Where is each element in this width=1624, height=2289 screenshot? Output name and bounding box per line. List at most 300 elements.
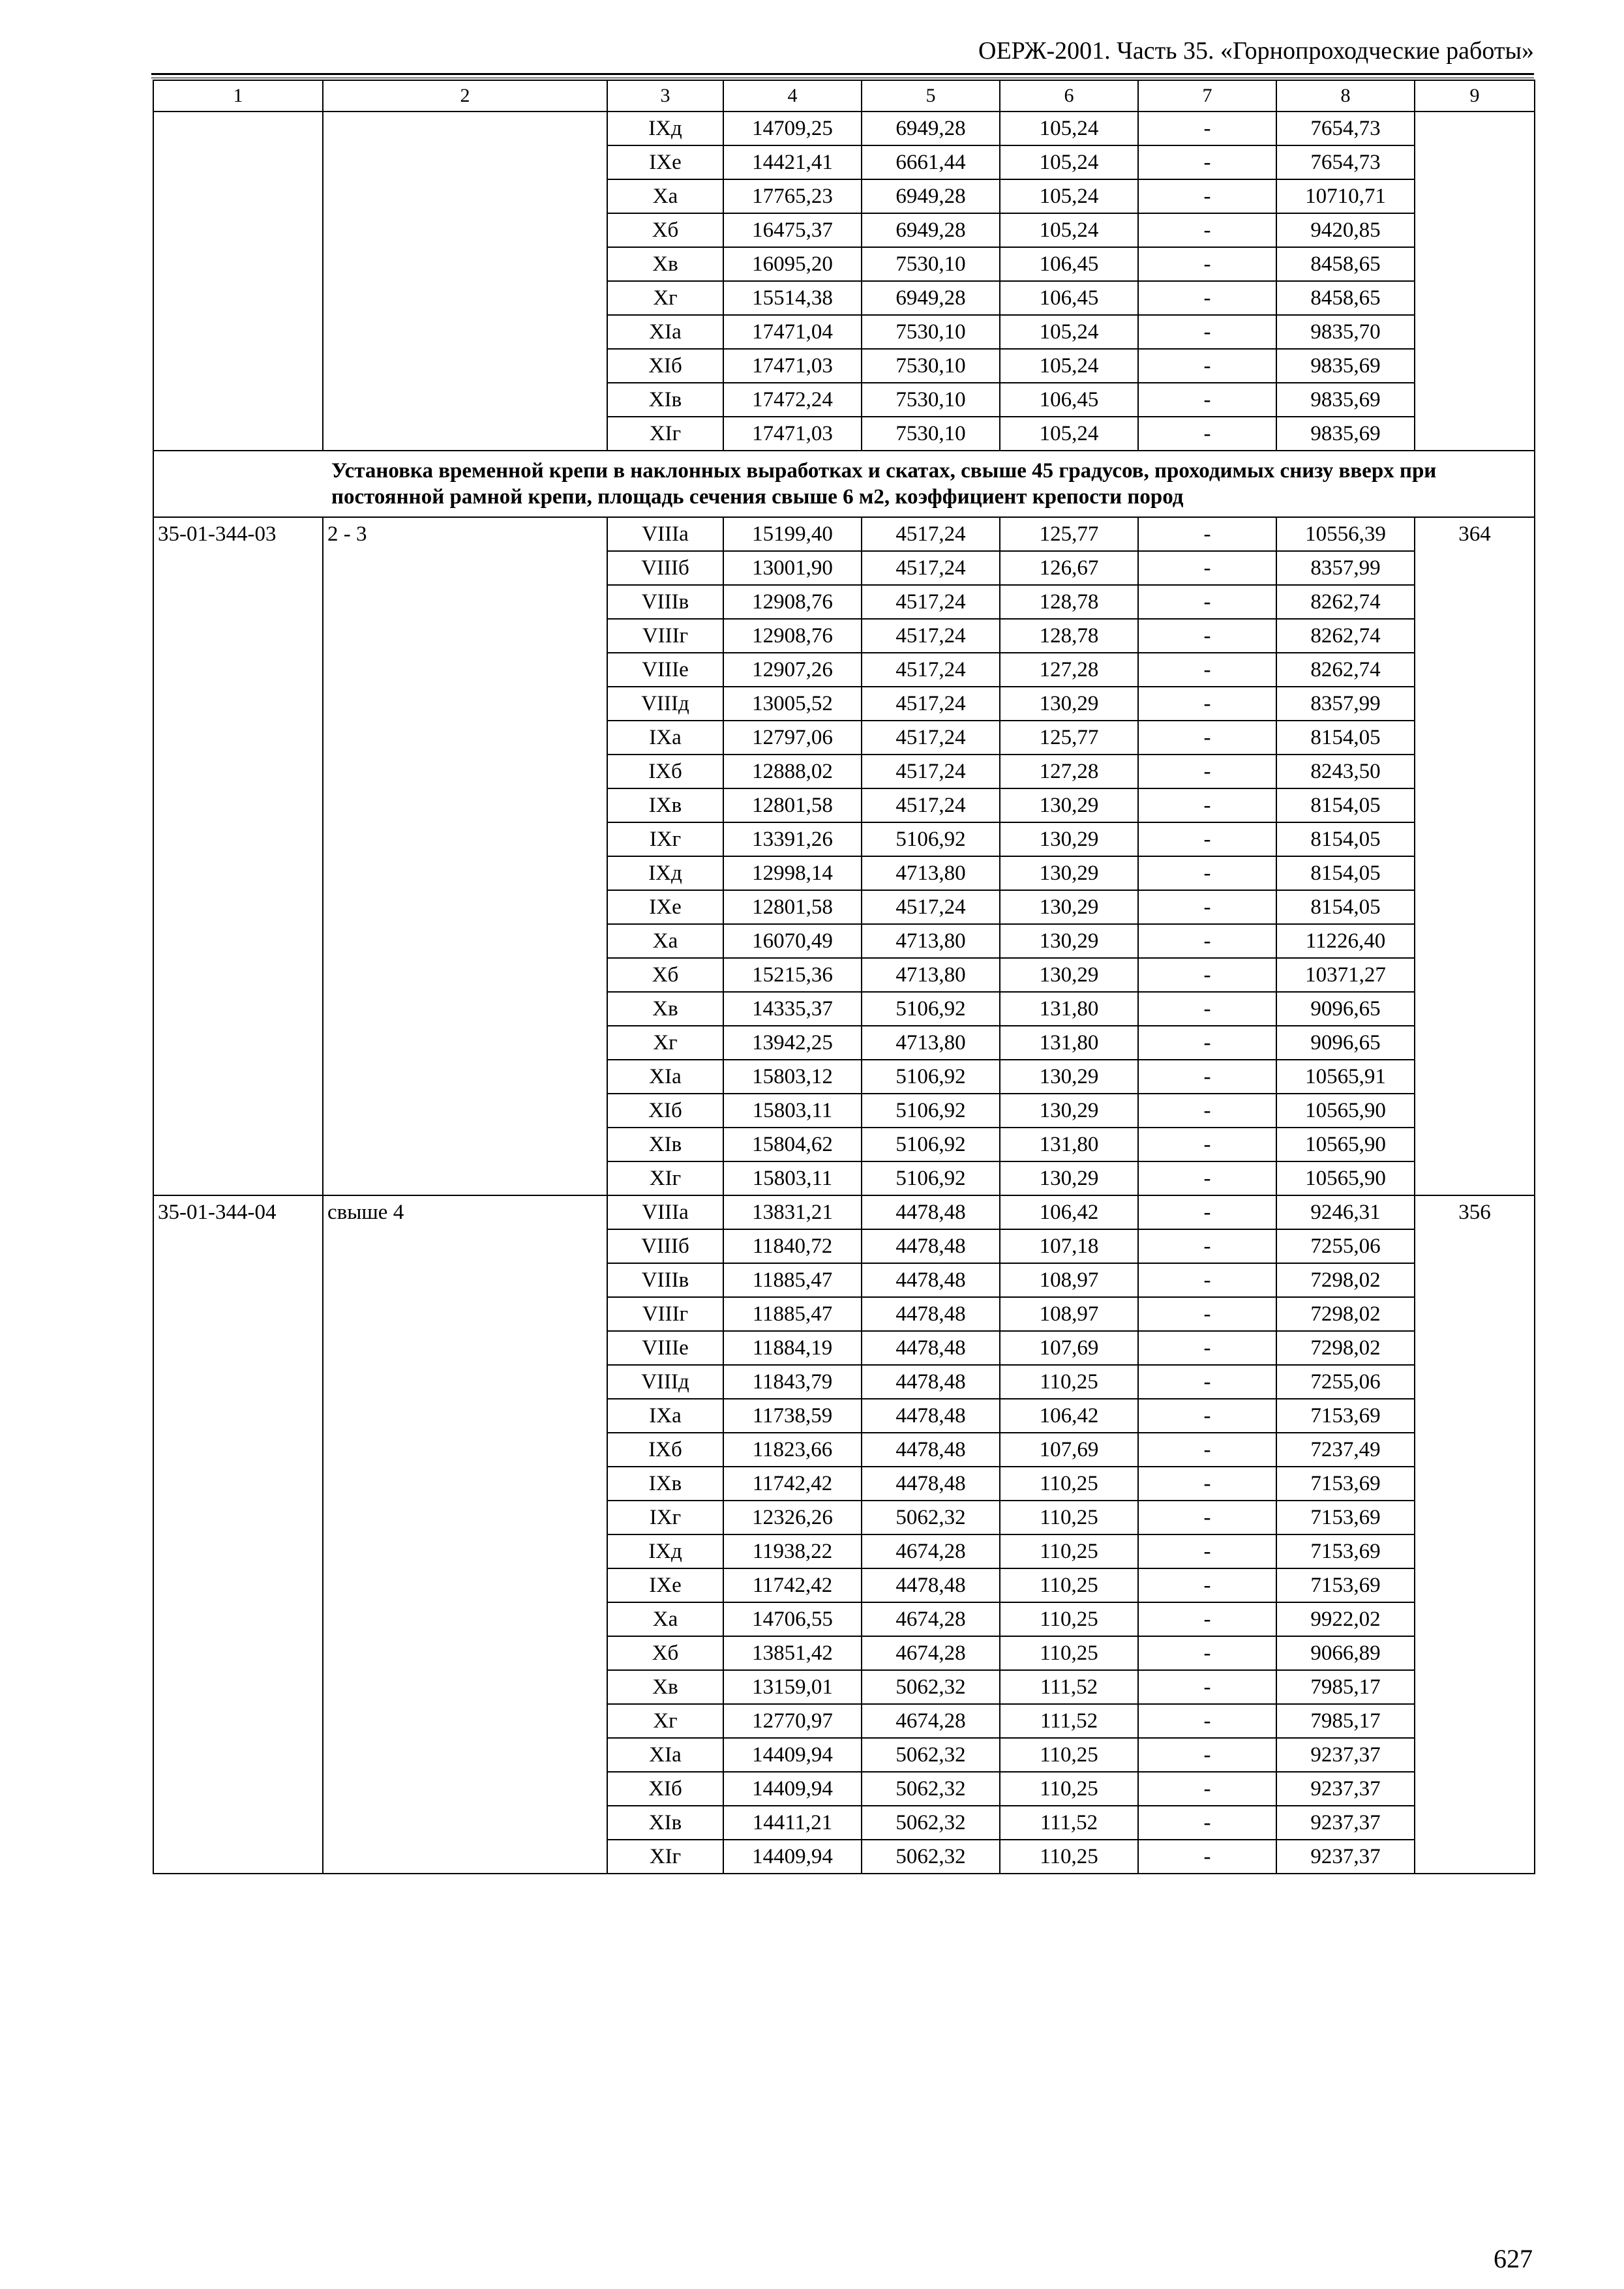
rate-class-cell: VIIIв: [607, 1263, 723, 1297]
col9-cell: [1415, 721, 1535, 755]
table-row: [153, 1365, 1535, 1399]
col9-cell: [1415, 755, 1535, 788]
rate-class-cell: VIIIд: [607, 1365, 723, 1399]
machine-cost-cell: 125,77: [1000, 517, 1138, 551]
rate-class-cell: IXв: [607, 788, 723, 822]
code-cell: [153, 1128, 323, 1161]
direct-cost-cell: 15803,12: [723, 1060, 862, 1094]
materials-cost-cell: 8458,65: [1276, 247, 1415, 281]
col9-cell: [1415, 1128, 1535, 1161]
rate-class-cell: XIа: [607, 1738, 723, 1772]
condition-cell: [323, 1602, 607, 1636]
condition-cell: [323, 1467, 607, 1501]
col9-cell: [1415, 383, 1535, 417]
machine-cost-cell: 130,29: [1000, 1161, 1138, 1195]
col9-cell: [1415, 1636, 1535, 1670]
table-row: [153, 1670, 1535, 1704]
rate-class-cell: XIб: [607, 349, 723, 383]
driver-labor-cell: -: [1138, 1704, 1276, 1738]
driver-labor-cell: -: [1138, 1840, 1276, 1874]
rate-class-cell: Xб: [607, 1636, 723, 1670]
table-row: [153, 1602, 1535, 1636]
labor-cost-cell: 4674,28: [862, 1704, 1000, 1738]
code-cell: [153, 1365, 323, 1399]
materials-cost-cell: 9096,65: [1276, 1026, 1415, 1060]
machine-cost-cell: 131,80: [1000, 992, 1138, 1026]
machine-cost-cell: 108,97: [1000, 1263, 1138, 1297]
table-row: [153, 417, 1535, 451]
rate-class-cell: IXа: [607, 1399, 723, 1433]
table-row: [153, 1195, 1535, 1229]
labor-cost-cell: 4713,80: [862, 856, 1000, 890]
table-row: [153, 924, 1535, 958]
direct-cost-cell: 16475,37: [723, 213, 862, 247]
condition-cell: [323, 721, 607, 755]
condition-cell: 2 - 3: [323, 517, 607, 551]
col9-cell: 356: [1415, 1195, 1535, 1229]
machine-cost-cell: 106,42: [1000, 1399, 1138, 1433]
col9-cell: [1415, 856, 1535, 890]
condition-cell: [323, 924, 607, 958]
materials-cost-cell: 8154,05: [1276, 822, 1415, 856]
driver-labor-cell: -: [1138, 755, 1276, 788]
driver-labor-cell: -: [1138, 1060, 1276, 1094]
rate-class-cell: IXд: [607, 856, 723, 890]
driver-labor-cell: -: [1138, 992, 1276, 1026]
materials-cost-cell: 9096,65: [1276, 992, 1415, 1026]
materials-cost-cell: 8262,74: [1276, 619, 1415, 653]
col9-cell: [1415, 687, 1535, 721]
col9-cell: 364: [1415, 517, 1535, 551]
condition-cell: [323, 619, 607, 653]
rate-class-cell: XIв: [607, 383, 723, 417]
col9-cell: [1415, 1534, 1535, 1568]
table-row: [153, 551, 1535, 585]
driver-labor-cell: -: [1138, 924, 1276, 958]
table-row: [153, 721, 1535, 755]
col9-cell: [1415, 417, 1535, 451]
code-cell: [153, 585, 323, 619]
machine-cost-cell: 111,52: [1000, 1806, 1138, 1840]
direct-cost-cell: 13391,26: [723, 822, 862, 856]
direct-cost-cell: 12797,06: [723, 721, 862, 755]
materials-cost-cell: 9835,69: [1276, 383, 1415, 417]
direct-cost-cell: 14335,37: [723, 992, 862, 1026]
condition-cell: [323, 1670, 607, 1704]
direct-cost-cell: 12801,58: [723, 788, 862, 822]
code-cell: [153, 755, 323, 788]
table-row: [153, 755, 1535, 788]
rate-class-cell: VIIIб: [607, 1229, 723, 1263]
condition-cell: [323, 1501, 607, 1534]
materials-cost-cell: 10565,90: [1276, 1128, 1415, 1161]
section-title-row: [153, 451, 1535, 517]
table-row: [153, 1263, 1535, 1297]
col9-cell: [1415, 1568, 1535, 1602]
table-row: [153, 179, 1535, 213]
rate-class-cell: VIIIе: [607, 653, 723, 687]
condition-cell: [323, 1128, 607, 1161]
col9-cell: [1415, 1433, 1535, 1467]
driver-labor-cell: -: [1138, 281, 1276, 315]
code-cell: [153, 1399, 323, 1433]
condition-cell: [323, 1161, 607, 1195]
driver-labor-cell: -: [1138, 721, 1276, 755]
rate-class-cell: XIв: [607, 1806, 723, 1840]
code-cell: [153, 1636, 323, 1670]
machine-cost-cell: 127,28: [1000, 755, 1138, 788]
rate-class-cell: Xв: [607, 1670, 723, 1704]
condition-cell: [323, 213, 607, 247]
materials-cost-cell: 8154,05: [1276, 890, 1415, 924]
condition-cell: [323, 992, 607, 1026]
col9-cell: [1415, 1399, 1535, 1433]
materials-cost-cell: 8458,65: [1276, 281, 1415, 315]
col9-cell: [1415, 992, 1535, 1026]
labor-cost-cell: 4517,24: [862, 653, 1000, 687]
table-row: [153, 517, 1535, 551]
machine-cost-cell: 110,25: [1000, 1501, 1138, 1534]
table-row: [153, 1399, 1535, 1433]
labor-cost-cell: 4478,48: [862, 1467, 1000, 1501]
condition-cell: [323, 551, 607, 585]
machine-cost-cell: 110,25: [1000, 1568, 1138, 1602]
labor-cost-cell: 4517,24: [862, 755, 1000, 788]
labor-cost-cell: 6661,44: [862, 145, 1000, 179]
driver-labor-cell: -: [1138, 958, 1276, 992]
labor-cost-cell: 5062,32: [862, 1772, 1000, 1806]
labor-cost-cell: 4478,48: [862, 1229, 1000, 1263]
condition-cell: [323, 788, 607, 822]
code-cell: [153, 721, 323, 755]
machine-cost-cell: 130,29: [1000, 788, 1138, 822]
materials-cost-cell: 10565,91: [1276, 1060, 1415, 1094]
rate-class-cell: IXд: [607, 1534, 723, 1568]
rates-table: [153, 80, 1535, 1874]
rate-class-cell: VIIIб: [607, 551, 723, 585]
materials-cost-cell: 9237,37: [1276, 1840, 1415, 1874]
machine-cost-cell: 130,29: [1000, 924, 1138, 958]
code-cell: [153, 281, 323, 315]
materials-cost-cell: 7255,06: [1276, 1229, 1415, 1263]
col9-cell: [1415, 1060, 1535, 1094]
direct-cost-cell: 15803,11: [723, 1161, 862, 1195]
driver-labor-cell: -: [1138, 517, 1276, 551]
table-row: [153, 788, 1535, 822]
materials-cost-cell: 8262,74: [1276, 653, 1415, 687]
labor-cost-cell: 4674,28: [862, 1534, 1000, 1568]
materials-cost-cell: 7654,73: [1276, 112, 1415, 145]
code-cell: [153, 1297, 323, 1331]
machine-cost-cell: 125,77: [1000, 721, 1138, 755]
labor-cost-cell: 4517,24: [862, 517, 1000, 551]
header-rule-thick: [151, 73, 1534, 75]
condition-cell: [323, 585, 607, 619]
labor-cost-cell: 5062,32: [862, 1738, 1000, 1772]
labor-cost-cell: 4517,24: [862, 721, 1000, 755]
table-row: [153, 1568, 1535, 1602]
direct-cost-cell: 11885,47: [723, 1297, 862, 1331]
col9-cell: [1415, 1670, 1535, 1704]
table-row: [153, 1501, 1535, 1534]
machine-cost-cell: 105,24: [1000, 213, 1138, 247]
machine-cost-cell: 105,24: [1000, 315, 1138, 349]
materials-cost-cell: 10556,39: [1276, 517, 1415, 551]
direct-cost-cell: 11738,59: [723, 1399, 862, 1433]
driver-labor-cell: -: [1138, 1772, 1276, 1806]
labor-cost-cell: 4674,28: [862, 1636, 1000, 1670]
materials-cost-cell: 8154,05: [1276, 856, 1415, 890]
table-row: [153, 585, 1535, 619]
labor-cost-cell: 5106,92: [862, 1094, 1000, 1128]
labor-cost-cell: 6949,28: [862, 112, 1000, 145]
direct-cost-cell: 14409,94: [723, 1840, 862, 1874]
materials-cost-cell: 7298,02: [1276, 1331, 1415, 1365]
rate-class-cell: XIг: [607, 1840, 723, 1874]
rate-class-cell: IXг: [607, 1501, 723, 1534]
driver-labor-cell: -: [1138, 247, 1276, 281]
code-cell: [153, 1331, 323, 1365]
materials-cost-cell: 7255,06: [1276, 1365, 1415, 1399]
labor-cost-cell: 5106,92: [862, 1128, 1000, 1161]
table-row: [153, 1433, 1535, 1467]
col9-cell: [1415, 349, 1535, 383]
code-cell: [153, 856, 323, 890]
col9-cell: [1415, 213, 1535, 247]
condition-cell: [323, 755, 607, 788]
direct-cost-cell: 17471,04: [723, 315, 862, 349]
rate-class-cell: Xг: [607, 1704, 723, 1738]
col9-cell: [1415, 1772, 1535, 1806]
rate-class-cell: VIIIа: [607, 1195, 723, 1229]
column-number-row: [153, 80, 1535, 112]
table-row: [153, 1467, 1535, 1501]
materials-cost-cell: 10371,27: [1276, 958, 1415, 992]
labor-cost-cell: 5106,92: [862, 1060, 1000, 1094]
condition-cell: [323, 383, 607, 417]
table-row: [153, 281, 1535, 315]
driver-labor-cell: -: [1138, 687, 1276, 721]
machine-cost-cell: 130,29: [1000, 1060, 1138, 1094]
rate-class-cell: Xб: [607, 213, 723, 247]
machine-cost-cell: 106,45: [1000, 247, 1138, 281]
driver-labor-cell: -: [1138, 619, 1276, 653]
condition-cell: [323, 145, 607, 179]
col9-cell: [1415, 619, 1535, 653]
col9-cell: [1415, 924, 1535, 958]
condition-cell: [323, 653, 607, 687]
condition-cell: [323, 958, 607, 992]
col-number-5: 5: [862, 80, 1000, 112]
labor-cost-cell: 4674,28: [862, 1602, 1000, 1636]
code-cell: [153, 1534, 323, 1568]
condition-cell: [323, 349, 607, 383]
col9-cell: [1415, 1467, 1535, 1501]
direct-cost-cell: 11938,22: [723, 1534, 862, 1568]
condition-cell: [323, 1263, 607, 1297]
table-row: [153, 1534, 1535, 1568]
machine-cost-cell: 110,25: [1000, 1738, 1138, 1772]
materials-cost-cell: 7237,49: [1276, 1433, 1415, 1467]
driver-labor-cell: -: [1138, 1297, 1276, 1331]
machine-cost-cell: 111,52: [1000, 1704, 1138, 1738]
table-row: [153, 890, 1535, 924]
rate-class-cell: XIв: [607, 1128, 723, 1161]
rate-class-cell: IXб: [607, 755, 723, 788]
materials-cost-cell: 11226,40: [1276, 924, 1415, 958]
col9-cell: [1415, 1738, 1535, 1772]
direct-cost-cell: 17471,03: [723, 417, 862, 451]
code-cell: [153, 1704, 323, 1738]
table-row: [153, 1229, 1535, 1263]
materials-cost-cell: 7985,17: [1276, 1704, 1415, 1738]
materials-cost-cell: 9237,37: [1276, 1806, 1415, 1840]
machine-cost-cell: 110,25: [1000, 1636, 1138, 1670]
col9-cell: [1415, 1704, 1535, 1738]
materials-cost-cell: 8154,05: [1276, 788, 1415, 822]
labor-cost-cell: 4478,48: [862, 1399, 1000, 1433]
condition-cell: [323, 1094, 607, 1128]
rate-class-cell: Xа: [607, 179, 723, 213]
code-cell: [153, 1026, 323, 1060]
code-cell: [153, 1568, 323, 1602]
col-number-7: 7: [1138, 80, 1276, 112]
direct-cost-cell: 13851,42: [723, 1636, 862, 1670]
machine-cost-cell: 105,24: [1000, 417, 1138, 451]
condition-cell: [323, 1568, 607, 1602]
col9-cell: [1415, 890, 1535, 924]
driver-labor-cell: -: [1138, 1501, 1276, 1534]
col9-cell: [1415, 1263, 1535, 1297]
code-cell: [153, 1060, 323, 1094]
driver-labor-cell: -: [1138, 1263, 1276, 1297]
code-cell: [153, 653, 323, 687]
driver-labor-cell: -: [1138, 112, 1276, 145]
table-row: [153, 145, 1535, 179]
driver-labor-cell: -: [1138, 383, 1276, 417]
code-cell: [153, 687, 323, 721]
driver-labor-cell: -: [1138, 1331, 1276, 1365]
labor-cost-cell: 5106,92: [862, 1161, 1000, 1195]
col9-cell: [1415, 281, 1535, 315]
materials-cost-cell: 7153,69: [1276, 1399, 1415, 1433]
rate-class-cell: IXб: [607, 1433, 723, 1467]
table-row: [153, 992, 1535, 1026]
condition-cell: [323, 1297, 607, 1331]
direct-cost-cell: 11843,79: [723, 1365, 862, 1399]
condition-cell: [323, 417, 607, 451]
rate-class-cell: Xв: [607, 247, 723, 281]
code-cell: [153, 958, 323, 992]
driver-labor-cell: -: [1138, 179, 1276, 213]
labor-cost-cell: 4713,80: [862, 1026, 1000, 1060]
code-cell: [153, 992, 323, 1026]
direct-cost-cell: 12801,58: [723, 890, 862, 924]
labor-cost-cell: 5106,92: [862, 822, 1000, 856]
col9-cell: [1415, 315, 1535, 349]
col-number-4: 4: [723, 80, 862, 112]
direct-cost-cell: 14411,21: [723, 1806, 862, 1840]
direct-cost-cell: 15803,11: [723, 1094, 862, 1128]
condition-cell: [323, 1365, 607, 1399]
driver-labor-cell: -: [1138, 1128, 1276, 1161]
code-cell: [153, 788, 323, 822]
materials-cost-cell: 9066,89: [1276, 1636, 1415, 1670]
materials-cost-cell: 9922,02: [1276, 1602, 1415, 1636]
materials-cost-cell: 8154,05: [1276, 721, 1415, 755]
col-number-6: 6: [1000, 80, 1138, 112]
driver-labor-cell: -: [1138, 653, 1276, 687]
driver-labor-cell: -: [1138, 788, 1276, 822]
direct-cost-cell: 16070,49: [723, 924, 862, 958]
machine-cost-cell: 108,97: [1000, 1297, 1138, 1331]
direct-cost-cell: 17471,03: [723, 349, 862, 383]
condition-cell: [323, 247, 607, 281]
code-cell: 35-01-344-03: [153, 517, 323, 551]
col9-cell: [1415, 822, 1535, 856]
materials-cost-cell: 8357,99: [1276, 687, 1415, 721]
condition-cell: [323, 890, 607, 924]
direct-cost-cell: 12908,76: [723, 585, 862, 619]
rate-class-cell: XIа: [607, 1060, 723, 1094]
table-row: [153, 1026, 1535, 1060]
condition-cell: [323, 822, 607, 856]
driver-labor-cell: -: [1138, 213, 1276, 247]
driver-labor-cell: -: [1138, 349, 1276, 383]
col9-cell: [1415, 585, 1535, 619]
col9-cell: [1415, 958, 1535, 992]
machine-cost-cell: 128,78: [1000, 619, 1138, 653]
col9-cell: [1415, 145, 1535, 179]
direct-cost-cell: 13001,90: [723, 551, 862, 585]
code-cell: [153, 179, 323, 213]
table-row: [153, 213, 1535, 247]
code-cell: [153, 924, 323, 958]
rate-class-cell: VIIIг: [607, 1297, 723, 1331]
labor-cost-cell: 4713,80: [862, 958, 1000, 992]
machine-cost-cell: 105,24: [1000, 349, 1138, 383]
table-row: [153, 1060, 1535, 1094]
materials-cost-cell: 7153,69: [1276, 1467, 1415, 1501]
direct-cost-cell: 11823,66: [723, 1433, 862, 1467]
code-cell: [153, 890, 323, 924]
rate-class-cell: XIг: [607, 417, 723, 451]
materials-cost-cell: 7298,02: [1276, 1297, 1415, 1331]
page-header: ОЕРЖ-2001. Часть 35. «Горнопроходческие работы»: [978, 37, 1534, 65]
code-cell: [153, 1602, 323, 1636]
direct-cost-cell: 14421,41: [723, 145, 862, 179]
machine-cost-cell: 130,29: [1000, 822, 1138, 856]
rate-class-cell: IXд: [607, 112, 723, 145]
labor-cost-cell: 4517,24: [862, 788, 1000, 822]
direct-cost-cell: 11742,42: [723, 1467, 862, 1501]
direct-cost-cell: 13831,21: [723, 1195, 862, 1229]
labor-cost-cell: 4478,48: [862, 1568, 1000, 1602]
rate-class-cell: XIг: [607, 1161, 723, 1195]
code-cell: [153, 619, 323, 653]
condition-cell: [323, 1534, 607, 1568]
rate-class-cell: IXе: [607, 890, 723, 924]
table-row: [153, 1840, 1535, 1874]
driver-labor-cell: -: [1138, 585, 1276, 619]
condition-cell: [323, 1636, 607, 1670]
code-cell: [153, 1229, 323, 1263]
machine-cost-cell: 107,69: [1000, 1331, 1138, 1365]
section-title: Установка временной крепи в наклонных выработках и скатах, свыше 45 градусов, проходимых снизу вверх при постоянной рамной крепи, площадь сечения свыше 6 м2, коэффициент крепости пород: [153, 451, 1535, 517]
labor-cost-cell: 7530,10: [862, 247, 1000, 281]
code-cell: [153, 417, 323, 451]
labor-cost-cell: 4478,48: [862, 1433, 1000, 1467]
